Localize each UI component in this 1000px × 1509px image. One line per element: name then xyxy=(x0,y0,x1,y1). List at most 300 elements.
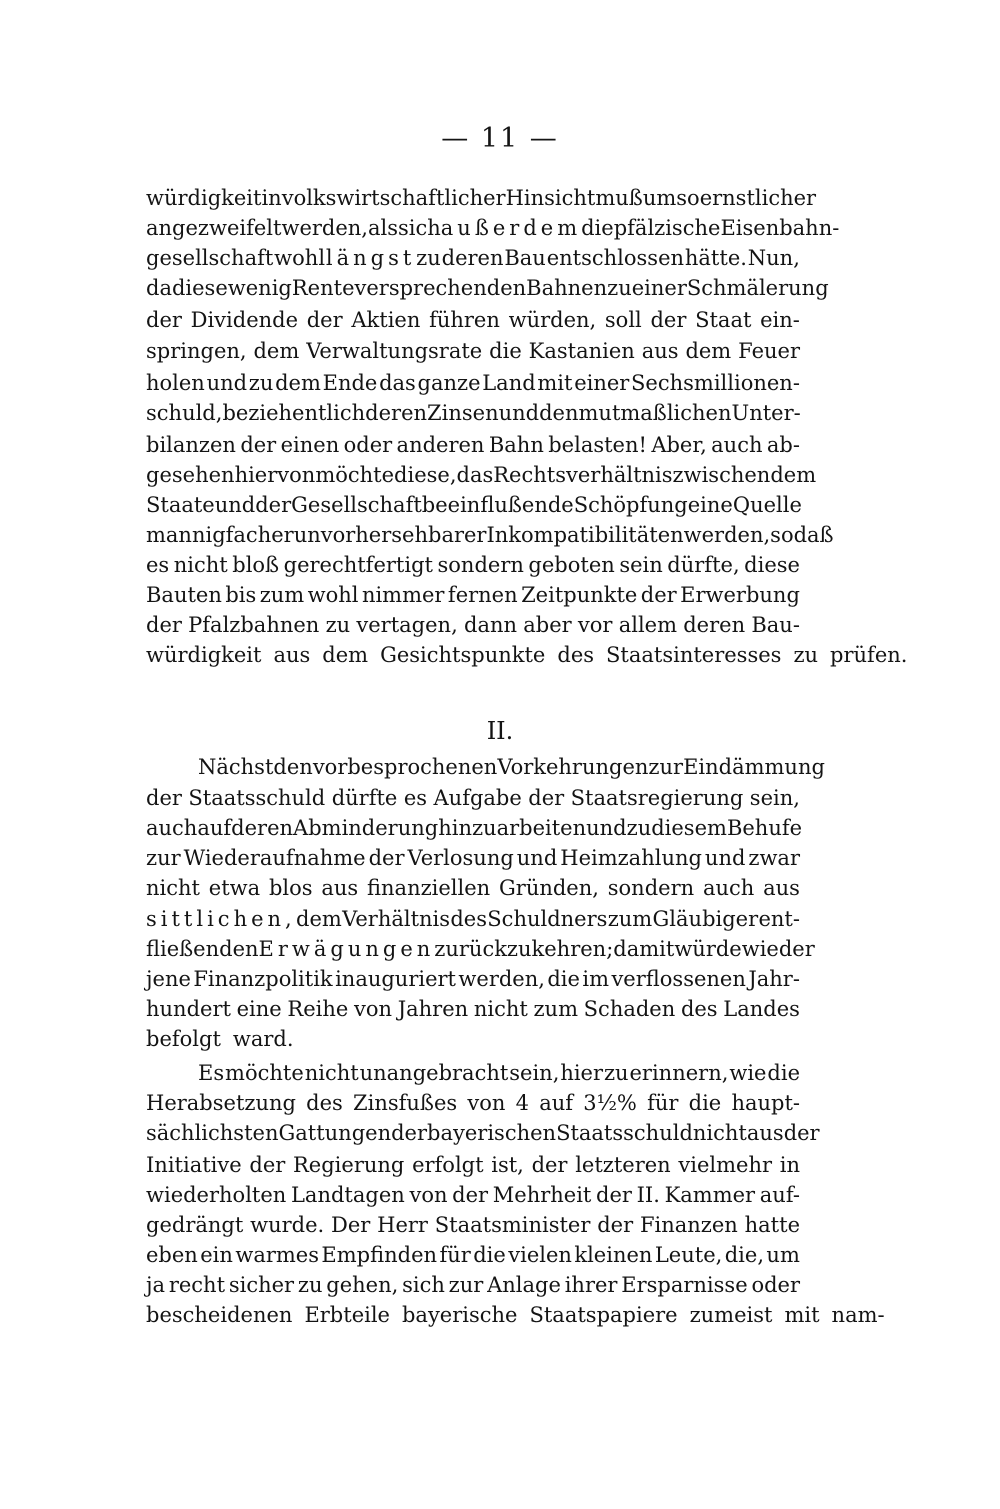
text-word: hinzuarbeiten xyxy=(438,816,587,840)
text-word: Pfalzbahnen xyxy=(188,613,320,637)
text-word: nicht xyxy=(173,553,228,577)
text-word: Reihe xyxy=(287,997,349,1021)
text-word: das xyxy=(456,463,494,487)
text-word: der xyxy=(240,433,277,457)
text-word: dem xyxy=(322,643,369,667)
text-word: bayerischen xyxy=(427,1121,557,1145)
text-line xyxy=(146,783,800,813)
text-word: der xyxy=(255,493,292,517)
text-word: des xyxy=(557,643,595,667)
text-word: damit xyxy=(613,937,675,961)
text-word: Nun, xyxy=(747,246,800,270)
text-line xyxy=(146,460,817,490)
text-word: zu xyxy=(297,1273,323,1297)
text-word: dem xyxy=(275,371,321,395)
text-line xyxy=(146,1150,800,1180)
text-word: Initiative xyxy=(146,1153,242,1177)
text-word: Land xyxy=(482,371,536,395)
text-word: zur xyxy=(146,846,181,870)
text-word: die xyxy=(489,339,522,363)
text-word: einer xyxy=(574,371,630,395)
text-word: von xyxy=(467,1091,506,1115)
text-word: nicht xyxy=(146,876,200,900)
text-word: die xyxy=(767,1061,800,1085)
text-word: dann xyxy=(464,613,518,637)
text-word: würde xyxy=(674,937,742,961)
text-word: Staatsschuld xyxy=(556,1121,693,1145)
text-word: Jahr- xyxy=(748,967,800,991)
text-word: diese xyxy=(744,553,800,577)
text-word: des xyxy=(306,1091,343,1115)
text-word: Bau- xyxy=(751,613,800,637)
text-word: ward. xyxy=(232,1027,294,1051)
text-word: bescheidenen xyxy=(146,1303,293,1327)
text-line xyxy=(146,520,834,550)
text-word: diese, xyxy=(394,463,457,487)
text-word: würdigkeit xyxy=(146,186,262,210)
text-word: Bahnen xyxy=(526,276,608,300)
text-word: Aufgabe xyxy=(433,786,522,810)
text-word: sich xyxy=(402,1273,445,1297)
text-word: sittlichen, xyxy=(146,907,296,931)
text-line xyxy=(146,640,908,670)
text-word: Anlage xyxy=(487,1273,561,1297)
text-word: Dividende xyxy=(190,308,299,332)
text-word: nimmer xyxy=(361,583,445,607)
text-word: für xyxy=(647,1091,679,1115)
text-word: Wiederaufnahme xyxy=(183,846,366,870)
text-word: Bahn xyxy=(488,433,544,457)
text-word: Aber, xyxy=(651,433,707,457)
text-word: als xyxy=(367,216,398,240)
text-word: Quelle xyxy=(732,493,802,517)
text-word: von xyxy=(409,1183,448,1207)
text-word: etwa xyxy=(208,876,261,900)
text-word: sicher xyxy=(228,1273,295,1297)
text-word: zum xyxy=(533,997,578,1021)
text-word: der xyxy=(650,308,687,332)
text-word: Der xyxy=(331,1213,371,1237)
text-word: Erwägungen xyxy=(258,937,435,961)
text-word: Leute, xyxy=(654,1243,723,1267)
text-word: umso xyxy=(642,186,700,210)
text-word: Herabsetzung xyxy=(146,1091,296,1115)
text-word: den xyxy=(539,401,579,425)
text-word: des xyxy=(450,907,487,931)
text-line xyxy=(146,398,800,428)
text-word: werden, xyxy=(683,523,771,547)
text-word: auch xyxy=(146,816,198,840)
text-word: gerechtfertigt xyxy=(283,553,433,577)
text-word: 4 xyxy=(515,1091,529,1115)
text-word: es xyxy=(146,553,170,577)
text-line xyxy=(146,580,800,610)
text-word: haupt- xyxy=(731,1091,800,1115)
text-word: hätte. xyxy=(684,246,747,270)
text-word: Verhältnis xyxy=(342,907,451,931)
text-word: Landes xyxy=(723,997,800,1021)
text-word: aus xyxy=(321,876,359,900)
text-word: befolgt xyxy=(146,1027,221,1051)
text-word: der xyxy=(391,1121,428,1145)
text-word: Unter- xyxy=(731,401,801,425)
text-word: Es xyxy=(198,1061,225,1085)
text-word: hatte xyxy=(744,1213,800,1237)
text-word: Verlosung xyxy=(407,846,514,870)
text-line xyxy=(146,336,800,366)
text-word: und xyxy=(704,846,746,870)
text-word: dürfte xyxy=(331,786,398,810)
text-line xyxy=(146,430,800,460)
text-word: möchte xyxy=(225,1061,304,1085)
text-word: das xyxy=(379,371,416,395)
text-line xyxy=(146,994,800,1024)
text-word: den xyxy=(273,755,313,779)
text-word: zur xyxy=(448,1273,484,1297)
text-word: auf xyxy=(539,1091,574,1115)
text-word: deren xyxy=(365,401,428,425)
text-word: sich xyxy=(398,216,441,240)
text-word: zwischen xyxy=(672,463,771,487)
text-line xyxy=(146,1210,800,1240)
text-word: nicht xyxy=(692,1121,747,1145)
text-word: mannigfacher xyxy=(146,523,294,547)
text-word: springen, xyxy=(146,339,247,363)
text-word: der xyxy=(640,583,677,607)
text-line xyxy=(146,183,817,213)
text-line xyxy=(146,1300,885,1330)
text-word: eben xyxy=(146,1243,198,1267)
text-word: in xyxy=(779,1153,800,1177)
text-word: daß xyxy=(793,523,834,547)
text-word: würden, xyxy=(508,308,597,332)
text-word: holen xyxy=(146,371,205,395)
text-word: in xyxy=(261,186,282,210)
text-word: dem xyxy=(253,339,300,363)
text-word: aus xyxy=(763,876,800,900)
text-word: gesehen xyxy=(146,463,235,487)
text-word: des xyxy=(680,997,718,1021)
text-word: auch xyxy=(702,876,755,900)
text-word: so xyxy=(770,523,794,547)
text-word: dem xyxy=(685,339,732,363)
text-word: Erwerbung xyxy=(680,583,800,607)
text-word: für xyxy=(439,1243,471,1267)
text-word: ganze xyxy=(417,371,481,395)
text-word: der xyxy=(452,1183,489,1207)
text-line xyxy=(146,1180,800,1210)
text-word: der xyxy=(306,308,343,332)
text-word: gehen, xyxy=(326,1273,399,1297)
text-word: Staatspapiere xyxy=(529,1303,678,1327)
text-word: Staatsminister xyxy=(434,1213,591,1237)
text-word: wurde. xyxy=(250,1213,325,1237)
text-word: die, xyxy=(724,1243,764,1267)
text-word: hiervon xyxy=(234,463,316,487)
text-word: bilanzen xyxy=(146,433,236,457)
text-word: Rechtsverhältnis xyxy=(493,463,673,487)
text-word: Schaden xyxy=(583,997,676,1021)
text-line xyxy=(146,1240,800,1270)
text-word: zu xyxy=(607,276,632,300)
text-word: ihrer xyxy=(564,1273,618,1297)
text-word: Zinsfußes xyxy=(353,1091,458,1115)
text-word: Rente xyxy=(291,276,355,300)
text-word: der xyxy=(528,786,565,810)
text-word: sondern xyxy=(607,876,695,900)
text-word: der xyxy=(368,846,405,870)
text-word: zu xyxy=(626,816,652,840)
text-line xyxy=(146,273,829,303)
text-word: Empfinden xyxy=(321,1243,438,1267)
text-word: soll xyxy=(604,308,642,332)
text-word: Finanzpolitik xyxy=(193,967,333,991)
text-word: Feuer xyxy=(738,339,800,363)
text-word: verflossenen xyxy=(611,967,746,991)
text-word: wohl xyxy=(274,246,326,270)
text-word: Erbteile xyxy=(304,1303,390,1327)
text-word: diesem xyxy=(651,816,727,840)
text-word: Staatsschuld xyxy=(188,786,326,810)
text-word: da xyxy=(146,276,172,300)
text-line xyxy=(146,934,815,964)
text-word: Gattungen xyxy=(278,1121,392,1145)
text-word: Zeitpunkte xyxy=(521,583,638,607)
text-word: der xyxy=(596,1183,632,1207)
text-word: 3½% xyxy=(583,1091,637,1115)
text-word: blos xyxy=(268,876,313,900)
text-word: es xyxy=(403,786,428,810)
text-word: Schuldners xyxy=(487,907,608,931)
text-word: allem xyxy=(618,613,677,637)
text-word: auf xyxy=(197,816,232,840)
text-word: kleinen xyxy=(574,1243,653,1267)
text-word: volkswirtschaftlicher xyxy=(281,186,506,210)
text-line xyxy=(146,213,840,243)
text-word: Aktien xyxy=(351,308,421,332)
text-word: Ersparnisse xyxy=(621,1273,748,1297)
text-word: vor xyxy=(577,613,613,637)
text-line xyxy=(146,1024,800,1054)
text-word: nam- xyxy=(831,1303,885,1327)
text-word: erfolgt xyxy=(412,1153,484,1177)
text-word: Zinsen xyxy=(427,401,499,425)
text-word: Schöpfung xyxy=(573,493,688,517)
text-word: Kastanien xyxy=(528,339,635,363)
text-line xyxy=(146,243,800,273)
text-word: ernstlicher xyxy=(699,186,817,210)
text-word: würdigkeit xyxy=(146,643,262,667)
text-word: zu xyxy=(603,1061,629,1085)
text-word: Staate xyxy=(146,493,215,517)
text-word: bis xyxy=(225,583,257,607)
text-word: bayerische xyxy=(401,1303,518,1327)
text-line xyxy=(146,1270,800,1300)
text-word: aus xyxy=(641,339,679,363)
text-word: warmes xyxy=(235,1243,319,1267)
text-word: einer xyxy=(631,276,687,300)
text-word: Jahren xyxy=(397,997,469,1021)
text-word: Bau xyxy=(504,246,546,270)
text-word: sächlichsten xyxy=(146,1121,279,1145)
text-word: der xyxy=(146,613,182,637)
text-line xyxy=(146,843,800,873)
text-word: beeinflußende xyxy=(421,493,574,517)
text-word: hier xyxy=(560,1061,604,1085)
text-word: zumeist xyxy=(689,1303,773,1327)
text-word: Behufe xyxy=(726,816,803,840)
text-word: und xyxy=(214,493,256,517)
text-word: der xyxy=(783,1121,820,1145)
text-word: diese xyxy=(171,276,228,300)
text-word: Finanzen xyxy=(639,1213,738,1237)
text-word: längst xyxy=(325,246,416,270)
text-word: muß xyxy=(595,186,643,210)
text-word: werden, xyxy=(281,216,368,240)
text-word: vielmehr xyxy=(678,1153,773,1177)
text-line xyxy=(198,1058,800,1088)
text-word: letzteren xyxy=(575,1153,671,1177)
text-word: wenig xyxy=(227,276,292,300)
text-word: Gläubiger xyxy=(652,907,759,931)
text-word: Kammer xyxy=(664,1183,756,1207)
text-word: werden, xyxy=(458,967,545,991)
text-word: Vorkehrungen xyxy=(497,755,649,779)
text-word: der xyxy=(249,1153,286,1177)
text-word: Gründen, xyxy=(499,876,599,900)
text-word: aber xyxy=(523,613,572,637)
text-word: deren xyxy=(231,816,294,840)
text-word: gedrängt xyxy=(146,1213,244,1237)
text-word: führen xyxy=(429,308,500,332)
text-word: fernen xyxy=(447,583,518,607)
text-word: hundert xyxy=(146,997,231,1021)
text-word: fließenden xyxy=(146,937,259,961)
text-word: Eisenbahn- xyxy=(720,216,840,240)
text-word: finanziellen xyxy=(367,876,491,900)
text-word: sein xyxy=(619,553,663,577)
text-word: Sechsmillionen- xyxy=(631,371,800,395)
text-line xyxy=(146,1118,820,1148)
text-word: ab- xyxy=(766,433,800,457)
text-word: ein- xyxy=(760,308,800,332)
text-word: aus xyxy=(273,643,311,667)
text-word: im xyxy=(582,967,610,991)
text-word: wohl xyxy=(307,583,359,607)
text-word: versprechenden xyxy=(354,276,527,300)
text-word: zu xyxy=(793,643,819,667)
section-heading: II. xyxy=(486,717,514,745)
text-word: oder xyxy=(751,1273,800,1297)
page-number: — 11 — xyxy=(441,123,559,154)
text-word: Inkompatibilitäten xyxy=(486,523,684,547)
text-word: zurückzukehren; xyxy=(434,937,614,961)
text-word: zwar xyxy=(748,846,800,870)
text-line xyxy=(146,964,800,994)
text-word: und xyxy=(206,371,248,395)
text-word: um xyxy=(766,1243,800,1267)
text-word: Staatsregierung xyxy=(570,786,744,810)
text-word: oder xyxy=(343,433,393,457)
text-word: wie xyxy=(729,1061,767,1085)
text-word: recht xyxy=(168,1273,226,1297)
text-word: sein, xyxy=(749,786,800,810)
text-word: schuld, xyxy=(146,401,223,425)
text-line xyxy=(146,904,800,934)
text-word: der xyxy=(146,786,182,810)
text-word: sein, xyxy=(509,1061,560,1085)
text-word: einen xyxy=(280,433,340,457)
text-word: von xyxy=(353,997,393,1021)
text-word: Herr xyxy=(377,1213,428,1237)
text-word: sondern xyxy=(437,553,524,577)
text-line xyxy=(146,550,800,580)
text-word: mit xyxy=(784,1303,820,1327)
text-word: möchte xyxy=(315,463,395,487)
text-word: zu xyxy=(248,371,274,395)
text-word: deren xyxy=(683,613,746,637)
text-word: vielen xyxy=(508,1243,572,1267)
text-word: zum xyxy=(259,583,305,607)
text-word: dürfte, xyxy=(667,553,740,577)
text-word: aus xyxy=(746,1121,784,1145)
text-line xyxy=(146,305,800,335)
text-word: auf- xyxy=(759,1183,800,1207)
text-line xyxy=(146,368,800,398)
text-word: geboten xyxy=(528,553,615,577)
text-word: unvorhersehbarer xyxy=(293,523,487,547)
text-word: Hinsicht xyxy=(505,186,596,210)
text-line xyxy=(146,610,800,640)
text-line xyxy=(198,752,825,782)
text-word: Mehrheit xyxy=(492,1183,592,1207)
text-word: Heimzahlung xyxy=(560,846,702,870)
text-word: prüfen. xyxy=(830,643,908,667)
text-word: beziehentlich xyxy=(222,401,366,425)
text-word: zu xyxy=(416,246,441,270)
text-word: ent- xyxy=(758,907,800,931)
text-word: mit xyxy=(537,371,573,395)
text-word: auch xyxy=(711,433,763,457)
text-word: Abminderung xyxy=(293,816,439,840)
text-word: Staatsinteresses xyxy=(606,643,782,667)
text-word: entschlossen xyxy=(546,246,685,270)
text-word: bloß xyxy=(232,553,280,577)
text-word: inauguriert xyxy=(335,967,456,991)
text-word: eine xyxy=(687,493,733,517)
text-word: Schmälerung xyxy=(686,276,829,300)
text-word: wieder xyxy=(741,937,815,961)
text-word: dem xyxy=(296,907,342,931)
text-word: Ende xyxy=(322,371,378,395)
text-word: Bauten xyxy=(146,583,222,607)
text-word: Landtagen xyxy=(290,1183,405,1207)
text-word: Verwaltungsrate xyxy=(306,339,483,363)
text-word: Gesichtspunkte xyxy=(380,643,546,667)
text-word: zur xyxy=(648,755,684,779)
text-word: die xyxy=(581,216,614,240)
text-word: gesellschaft xyxy=(146,246,274,270)
text-word: II. xyxy=(636,1183,660,1207)
text-word: jene xyxy=(146,967,191,991)
text-word: der xyxy=(531,1153,568,1177)
text-word: Nächst xyxy=(198,755,274,779)
text-word: der xyxy=(597,1213,634,1237)
text-word: nicht xyxy=(304,1061,359,1085)
text-word: außerdem xyxy=(440,216,582,240)
text-word: vorbesprochenen xyxy=(312,755,498,779)
text-line xyxy=(146,813,803,843)
